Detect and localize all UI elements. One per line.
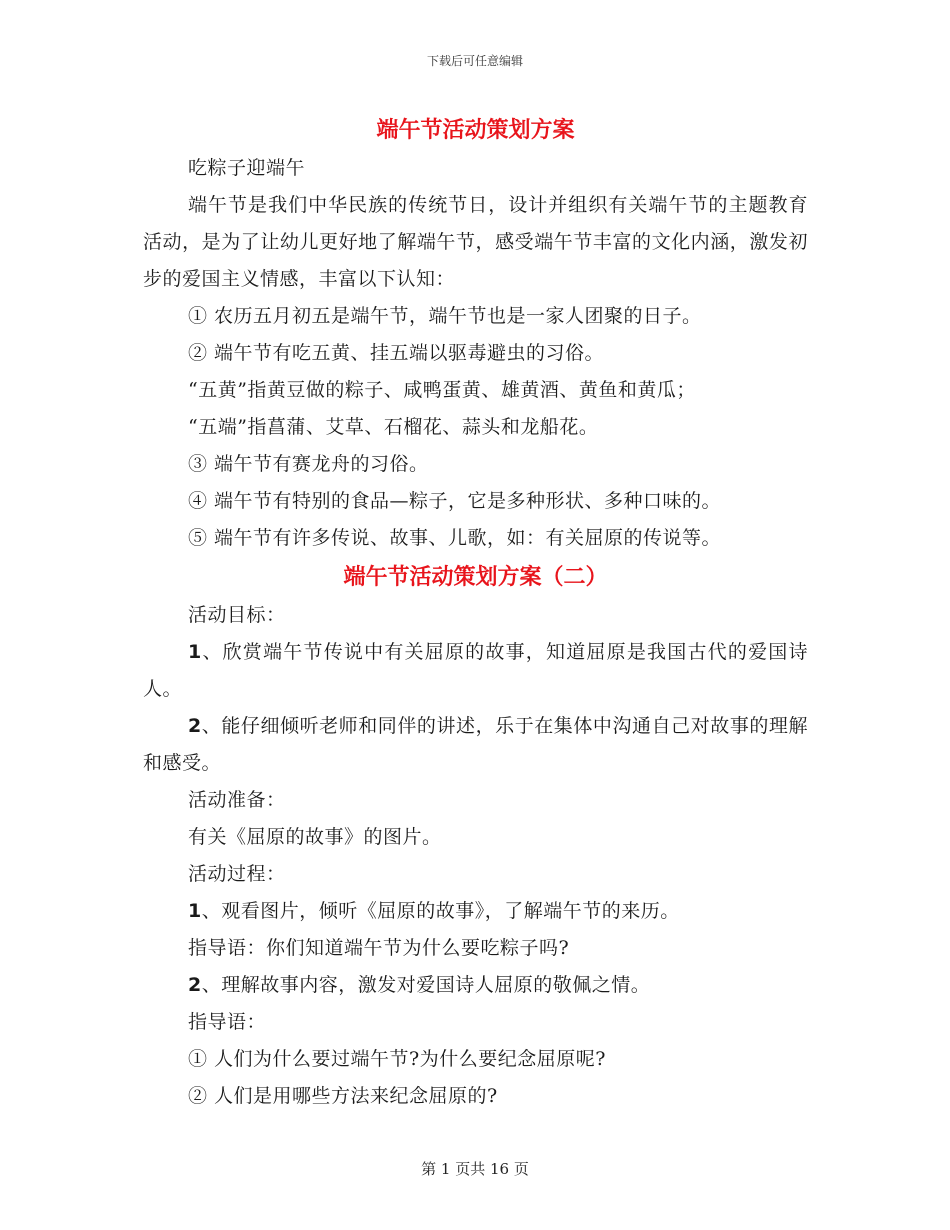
- goal-1-number: 1: [188, 641, 202, 663]
- page-footer-number: 第 1 页共 16 页: [421, 1160, 529, 1178]
- knowledge-item-4: ④ 端午节有特别的食品—粽子，它是多种形状、多种口味的。: [188, 490, 722, 512]
- goal-2-number: 2: [188, 715, 202, 737]
- step-1-number: 1: [188, 900, 202, 922]
- question-2: ② 人们是用哪些方法来纪念屈原的?: [188, 1085, 498, 1107]
- prep-text: 有关《屈原的故事》的图片。: [188, 826, 442, 848]
- guide-1: 指导语：你们知道端午节为什么要吃粽子吗?: [188, 937, 570, 959]
- page-header-note: 下载后可任意编辑: [426, 54, 523, 68]
- step-1-text: 、观看图片，倾听《屈原的故事》，了解端午节的来历。: [201, 900, 680, 922]
- step-2: [143, 967, 808, 1004]
- guide-2: 指导语：: [188, 1011, 267, 1033]
- step-1: [143, 893, 808, 930]
- prep-heading: 活动准备：: [188, 789, 286, 811]
- goal-2-text: 、能仔细倾听老师和同伴的讲述，乐于在集体中沟通自己对故事的理解和感受。: [143, 715, 808, 774]
- document-title: 端午节活动策划方案: [376, 117, 575, 143]
- knowledge-item-2: ② 端午节有吃五黄、挂五端以驱毒避虫的习俗。: [188, 342, 605, 364]
- goal-1-text: 、欣赏端午节传说中有关屈原的故事，知道屈原是我国古代的爱国诗人。: [143, 641, 808, 700]
- process-heading: 活动过程：: [188, 863, 286, 885]
- step-2-text: 、理解故事内容，激发对爱国诗人屈原的敬佩之情。: [201, 974, 651, 996]
- question-1: ① 人们为什么要过端午节?为什么要纪念屈原呢?: [188, 1048, 606, 1070]
- wuhuang-line: “五黄”指黄豆做的粽子、咸鸭蛋黄、雄黄酒、黄鱼和黄瓜；: [188, 379, 696, 401]
- goal-1: [143, 634, 808, 708]
- knowledge-item-3: ③ 端午节有赛龙舟的习俗。: [188, 453, 429, 475]
- intro-paragraph: 端午节是我们中华民族的传统节日，设计并组织有关端午节的主题教育活动，是为了让幼儿更好地了解端午节，感受端午节丰富的文化内涵，激发初步的爱国主义情感，丰富以下认知：: [143, 194, 808, 290]
- document-body: [143, 110, 808, 1115]
- goal-heading: 活动目标：: [188, 604, 286, 626]
- knowledge-item-1: ① 农历五月初五是端午节，端午节也是一家人团聚的日子。: [188, 305, 702, 327]
- step-2-number: 2: [188, 974, 202, 996]
- knowledge-item-5: ⑤ 端午节有许多传说、故事、儿歌，如：有关屈原的传说等。: [188, 527, 722, 549]
- section-subtitle: 吃粽子迎端午: [188, 157, 306, 179]
- wuduan-line: “五端”指菖蒲、艾草、石榴花、蒜头和龙船花。: [188, 416, 599, 438]
- section-title-2: 端午节活动策划方案（二）: [343, 564, 608, 590]
- goal-2: [143, 708, 808, 782]
